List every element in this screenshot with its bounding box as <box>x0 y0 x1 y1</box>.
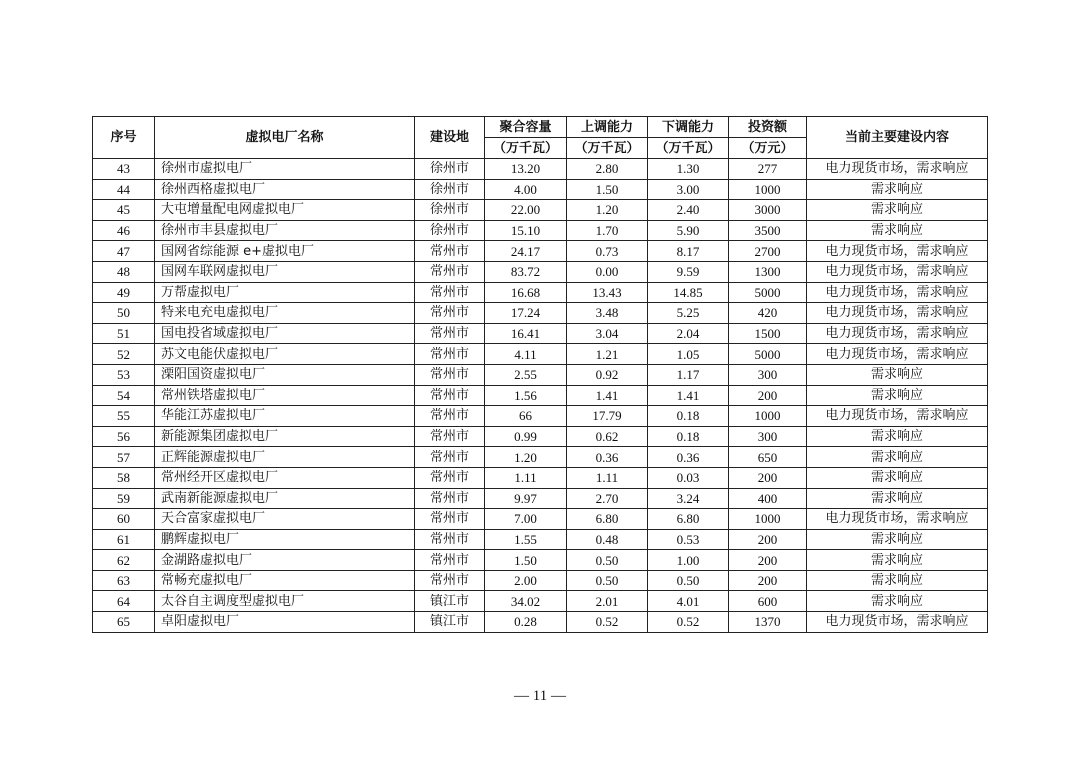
cell-down: 1.00 <box>648 550 729 571</box>
cell-content: 需求响应 <box>807 488 988 509</box>
cell-investment: 200 <box>729 550 807 571</box>
cell-index: 51 <box>93 323 155 344</box>
cell-location: 常州市 <box>415 385 485 406</box>
table-row <box>93 570 988 591</box>
cell-investment: 5000 <box>729 344 807 365</box>
cell-location: 徐州市 <box>415 200 485 221</box>
cell-content: 电力现货市场，需求响应 <box>807 509 988 530</box>
cell-index: 59 <box>93 488 155 509</box>
cell-investment: 1000 <box>729 179 807 200</box>
cell-content: 需求响应 <box>807 467 988 488</box>
cell-name: 卓阳虚拟电厂 <box>155 612 415 633</box>
cell-down: 1.05 <box>648 344 729 365</box>
table-row <box>93 426 988 447</box>
cell-down: 2.04 <box>648 323 729 344</box>
table-row <box>93 385 988 406</box>
cell-name: 国网省综能源 e+虚拟电厂 <box>155 241 415 262</box>
table-row <box>93 447 988 468</box>
cell-index: 44 <box>93 179 155 200</box>
header-down-unit: （万千瓦） <box>648 138 729 159</box>
table-row <box>93 344 988 365</box>
cell-up: 2.80 <box>567 159 648 180</box>
cell-location: 常州市 <box>415 570 485 591</box>
cell-content: 需求响应 <box>807 220 988 241</box>
cell-up: 0.52 <box>567 612 648 633</box>
cell-content: 电力现货市场，需求响应 <box>807 159 988 180</box>
cell-capacity: 4.11 <box>485 344 567 365</box>
cell-content: 电力现货市场，需求响应 <box>807 261 988 282</box>
cell-capacity: 83.72 <box>485 261 567 282</box>
table-row <box>93 282 988 303</box>
header-up-unit: （万千瓦） <box>567 138 648 159</box>
cell-name: 常州铁塔虚拟电厂 <box>155 385 415 406</box>
cell-location: 常州市 <box>415 241 485 262</box>
cell-content: 需求响应 <box>807 570 988 591</box>
cell-name: 武南新能源虚拟电厂 <box>155 488 415 509</box>
cell-content: 需求响应 <box>807 364 988 385</box>
cell-index: 60 <box>93 509 155 530</box>
cell-name: 正辉能源虚拟电厂 <box>155 447 415 468</box>
cell-index: 62 <box>93 550 155 571</box>
cell-capacity: 34.02 <box>485 591 567 612</box>
cell-name: 溧阳国资虚拟电厂 <box>155 364 415 385</box>
table-row <box>93 529 988 550</box>
table-row <box>93 406 988 427</box>
cell-capacity: 1.20 <box>485 447 567 468</box>
cell-up: 1.20 <box>567 200 648 221</box>
cell-content: 需求响应 <box>807 179 988 200</box>
cell-up: 1.70 <box>567 220 648 241</box>
cell-content: 电力现货市场，需求响应 <box>807 406 988 427</box>
cell-down: 9.59 <box>648 261 729 282</box>
cell-capacity: 17.24 <box>485 303 567 324</box>
cell-up: 0.73 <box>567 241 648 262</box>
cell-investment: 5000 <box>729 282 807 303</box>
header-investment: 投资额 <box>729 117 807 138</box>
cell-index: 56 <box>93 426 155 447</box>
cell-name: 常畅充虚拟电厂 <box>155 570 415 591</box>
table-row <box>93 303 988 324</box>
cell-content: 需求响应 <box>807 426 988 447</box>
cell-investment: 1300 <box>729 261 807 282</box>
cell-down: 14.85 <box>648 282 729 303</box>
cell-up: 1.21 <box>567 344 648 365</box>
cell-down: 3.00 <box>648 179 729 200</box>
cell-name: 太谷自主调度型虚拟电厂 <box>155 591 415 612</box>
cell-up: 1.11 <box>567 467 648 488</box>
cell-location: 常州市 <box>415 550 485 571</box>
cell-name: 徐州市虚拟电厂 <box>155 159 415 180</box>
header-capacity: 聚合容量 <box>485 117 567 138</box>
cell-down: 0.53 <box>648 529 729 550</box>
cell-index: 65 <box>93 612 155 633</box>
cell-investment: 300 <box>729 364 807 385</box>
header-content: 当前主要建设内容 <box>807 117 988 159</box>
cell-name: 大屯增量配电网虚拟电厂 <box>155 200 415 221</box>
cell-capacity: 2.00 <box>485 570 567 591</box>
cell-content: 需求响应 <box>807 200 988 221</box>
cell-capacity: 15.10 <box>485 220 567 241</box>
cell-location: 常州市 <box>415 261 485 282</box>
cell-up: 2.70 <box>567 488 648 509</box>
cell-index: 58 <box>93 467 155 488</box>
header-name: 虚拟电厂名称 <box>155 117 415 159</box>
cell-capacity: 13.20 <box>485 159 567 180</box>
cell-capacity: 2.55 <box>485 364 567 385</box>
cell-down: 4.01 <box>648 591 729 612</box>
cell-location: 徐州市 <box>415 179 485 200</box>
cell-index: 63 <box>93 570 155 591</box>
cell-content: 需求响应 <box>807 529 988 550</box>
cell-location: 常州市 <box>415 509 485 530</box>
cell-content: 需求响应 <box>807 591 988 612</box>
cell-down: 1.41 <box>648 385 729 406</box>
cell-up: 13.43 <box>567 282 648 303</box>
cell-up: 0.50 <box>567 550 648 571</box>
cell-name: 特来电充电虚拟电厂 <box>155 303 415 324</box>
cell-investment: 200 <box>729 570 807 591</box>
table-row <box>93 550 988 571</box>
cell-content: 需求响应 <box>807 447 988 468</box>
cell-investment: 1370 <box>729 612 807 633</box>
cell-index: 50 <box>93 303 155 324</box>
cell-capacity: 22.00 <box>485 200 567 221</box>
cell-index: 48 <box>93 261 155 282</box>
cell-down: 0.18 <box>648 426 729 447</box>
cell-location: 常州市 <box>415 426 485 447</box>
table-row <box>93 159 988 180</box>
cell-location: 常州市 <box>415 447 485 468</box>
cell-up: 0.62 <box>567 426 648 447</box>
cell-down: 5.25 <box>648 303 729 324</box>
virtual-power-plant-table <box>92 116 988 633</box>
cell-location: 镇江市 <box>415 591 485 612</box>
cell-down: 0.50 <box>648 570 729 591</box>
cell-location: 徐州市 <box>415 159 485 180</box>
virtual-power-plant-table-container <box>92 116 987 633</box>
cell-name: 天合富家虚拟电厂 <box>155 509 415 530</box>
table-row <box>93 241 988 262</box>
cell-up: 0.36 <box>567 447 648 468</box>
header-location: 建设地 <box>415 117 485 159</box>
cell-name: 华能江苏虚拟电厂 <box>155 406 415 427</box>
cell-name: 鹏辉虚拟电厂 <box>155 529 415 550</box>
cell-content: 电力现货市场，需求响应 <box>807 323 988 344</box>
cell-down: 0.52 <box>648 612 729 633</box>
cell-investment: 1000 <box>729 509 807 530</box>
cell-down: 5.90 <box>648 220 729 241</box>
cell-location: 常州市 <box>415 406 485 427</box>
cell-capacity: 7.00 <box>485 509 567 530</box>
header-down: 下调能力 <box>648 117 729 138</box>
cell-capacity: 1.11 <box>485 467 567 488</box>
cell-name: 常州经开区虚拟电厂 <box>155 467 415 488</box>
cell-capacity: 16.68 <box>485 282 567 303</box>
table-row <box>93 179 988 200</box>
cell-investment: 277 <box>729 159 807 180</box>
cell-investment: 3500 <box>729 220 807 241</box>
cell-index: 57 <box>93 447 155 468</box>
table-row <box>93 612 988 633</box>
cell-down: 8.17 <box>648 241 729 262</box>
table-row <box>93 509 988 530</box>
cell-location: 常州市 <box>415 344 485 365</box>
cell-index: 52 <box>93 344 155 365</box>
cell-investment: 600 <box>729 591 807 612</box>
cell-up: 3.04 <box>567 323 648 344</box>
cell-capacity: 1.55 <box>485 529 567 550</box>
table-row <box>93 323 988 344</box>
cell-content: 电力现货市场，需求响应 <box>807 303 988 324</box>
cell-location: 镇江市 <box>415 612 485 633</box>
cell-capacity: 16.41 <box>485 323 567 344</box>
table-row <box>93 364 988 385</box>
cell-content: 电力现货市场，需求响应 <box>807 612 988 633</box>
cell-name: 徐州市丰县虚拟电厂 <box>155 220 415 241</box>
cell-down: 2.40 <box>648 200 729 221</box>
cell-investment: 2700 <box>729 241 807 262</box>
cell-up: 2.01 <box>567 591 648 612</box>
cell-up: 0.92 <box>567 364 648 385</box>
table-row <box>93 220 988 241</box>
cell-investment: 1500 <box>729 323 807 344</box>
cell-location: 常州市 <box>415 303 485 324</box>
cell-content: 电力现货市场，需求响应 <box>807 344 988 365</box>
cell-name: 徐州西格虚拟电厂 <box>155 179 415 200</box>
cell-name: 新能源集团虚拟电厂 <box>155 426 415 447</box>
table-row <box>93 200 988 221</box>
cell-capacity: 0.28 <box>485 612 567 633</box>
cell-capacity: 24.17 <box>485 241 567 262</box>
table-header <box>93 117 988 159</box>
cell-down: 1.30 <box>648 159 729 180</box>
cell-up: 0.00 <box>567 261 648 282</box>
cell-location: 常州市 <box>415 282 485 303</box>
cell-investment: 200 <box>729 529 807 550</box>
cell-name: 金湖路虚拟电厂 <box>155 550 415 571</box>
header-index: 序号 <box>93 117 155 159</box>
header-capacity-unit: （万千瓦） <box>485 138 567 159</box>
table-body <box>93 159 988 633</box>
cell-index: 43 <box>93 159 155 180</box>
cell-capacity: 0.99 <box>485 426 567 447</box>
cell-content: 需求响应 <box>807 385 988 406</box>
cell-content: 电力现货市场，需求响应 <box>807 282 988 303</box>
table-row <box>93 591 988 612</box>
cell-index: 55 <box>93 406 155 427</box>
cell-investment: 650 <box>729 447 807 468</box>
cell-location: 常州市 <box>415 467 485 488</box>
cell-capacity: 1.56 <box>485 385 567 406</box>
cell-down: 1.17 <box>648 364 729 385</box>
cell-index: 53 <box>93 364 155 385</box>
cell-content: 需求响应 <box>807 550 988 571</box>
cell-index: 64 <box>93 591 155 612</box>
cell-down: 0.18 <box>648 406 729 427</box>
table-row <box>93 488 988 509</box>
cell-investment: 1000 <box>729 406 807 427</box>
cell-location: 常州市 <box>415 488 485 509</box>
cell-up: 1.41 <box>567 385 648 406</box>
cell-up: 17.79 <box>567 406 648 427</box>
cell-name: 国网车联网虚拟电厂 <box>155 261 415 282</box>
cell-index: 61 <box>93 529 155 550</box>
header-up: 上调能力 <box>567 117 648 138</box>
cell-index: 46 <box>93 220 155 241</box>
cell-investment: 200 <box>729 385 807 406</box>
cell-content: 电力现货市场，需求响应 <box>807 241 988 262</box>
cell-location: 常州市 <box>415 529 485 550</box>
cell-location: 常州市 <box>415 364 485 385</box>
cell-index: 49 <box>93 282 155 303</box>
cell-investment: 3000 <box>729 200 807 221</box>
cell-investment: 300 <box>729 426 807 447</box>
cell-capacity: 1.50 <box>485 550 567 571</box>
cell-up: 3.48 <box>567 303 648 324</box>
cell-capacity: 9.97 <box>485 488 567 509</box>
cell-down: 0.36 <box>648 447 729 468</box>
cell-down: 3.24 <box>648 488 729 509</box>
cell-name: 苏文电能伏虚拟电厂 <box>155 344 415 365</box>
cell-down: 6.80 <box>648 509 729 530</box>
table-row <box>93 467 988 488</box>
cell-location: 常州市 <box>415 323 485 344</box>
cell-investment: 200 <box>729 467 807 488</box>
cell-name: 万帮虚拟电厂 <box>155 282 415 303</box>
cell-capacity: 66 <box>485 406 567 427</box>
cell-up: 0.48 <box>567 529 648 550</box>
cell-investment: 420 <box>729 303 807 324</box>
cell-investment: 400 <box>729 488 807 509</box>
cell-up: 0.50 <box>567 570 648 591</box>
page-number: — 11 — <box>514 688 566 704</box>
cell-name: 国电投省域虚拟电厂 <box>155 323 415 344</box>
cell-down: 0.03 <box>648 467 729 488</box>
cell-index: 47 <box>93 241 155 262</box>
table-row <box>93 261 988 282</box>
cell-up: 1.50 <box>567 179 648 200</box>
cell-capacity: 4.00 <box>485 179 567 200</box>
header-investment-unit: （万元） <box>729 138 807 159</box>
cell-up: 6.80 <box>567 509 648 530</box>
cell-location: 徐州市 <box>415 220 485 241</box>
cell-index: 54 <box>93 385 155 406</box>
cell-index: 45 <box>93 200 155 221</box>
